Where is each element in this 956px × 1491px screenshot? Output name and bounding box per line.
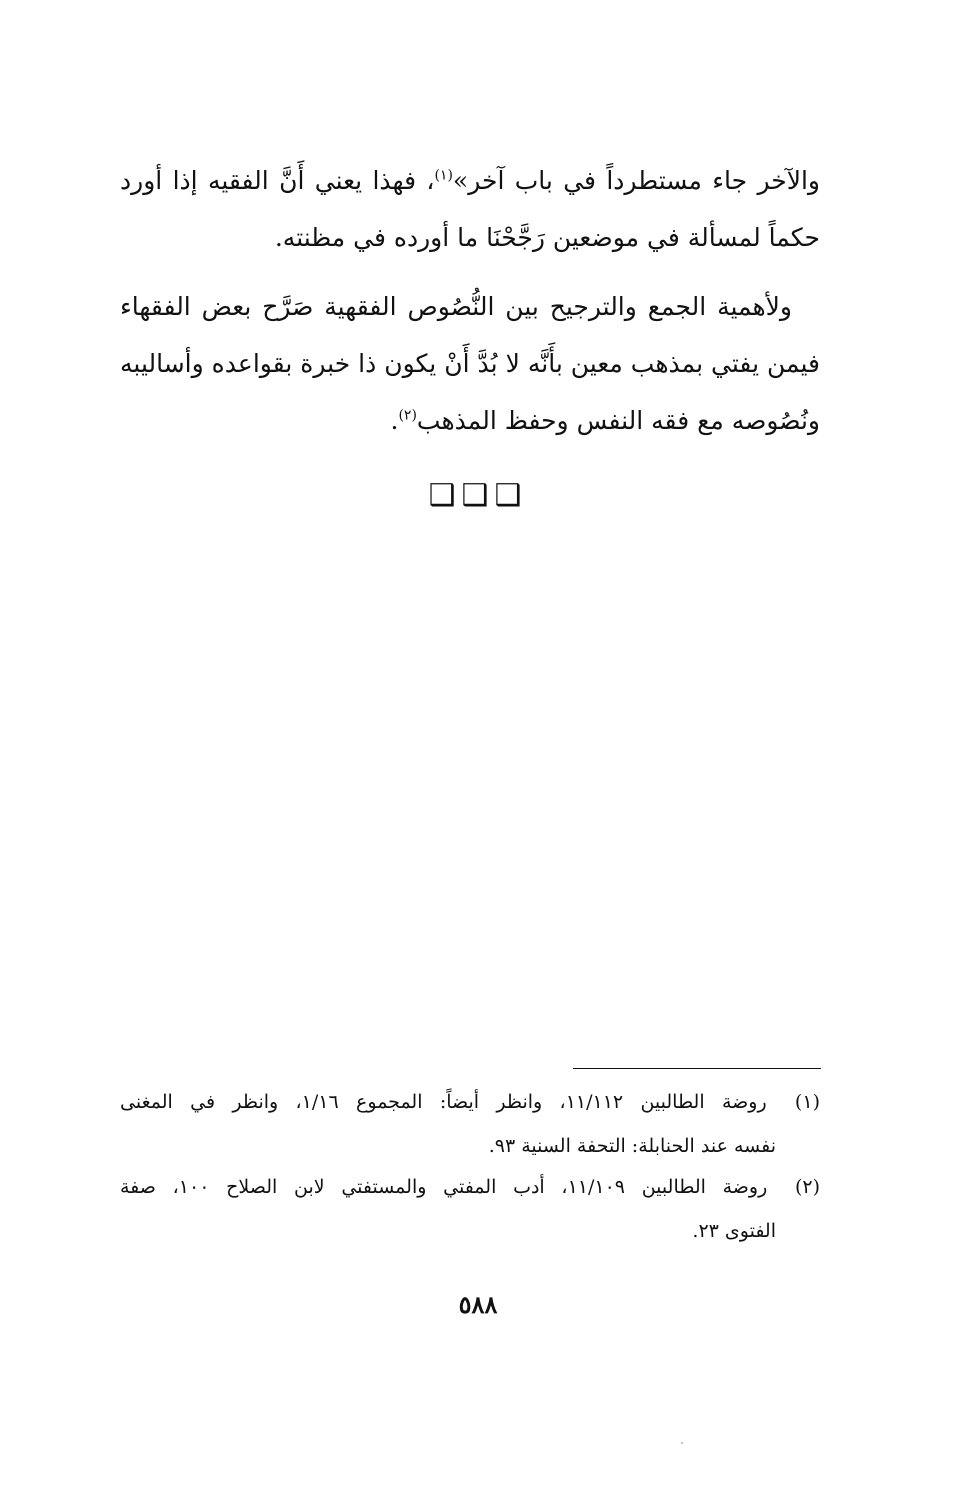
footnote-ref-2: (٢): [398, 407, 417, 424]
footnote-separator-rule: [573, 1068, 821, 1069]
paragraph-1-text-start: والآخر جاء مستطرداً في باب آخر»: [452, 166, 820, 195]
footnote-1-line-1: [120, 1080, 820, 1124]
paragraph-1-text-end: ، فهذا يعني أَنَّ الفقيه إذا أورد حكماً لمسألة في موضعين رَجَّحْنَا ما أورده في مظنته.: [120, 166, 820, 252]
page-number: ٥٨٨: [458, 1290, 498, 1319]
footnote-ref-1: (١): [434, 167, 453, 184]
scan-speck: [681, 1442, 683, 1444]
section-divider-ornament: ❑❑❑: [428, 478, 528, 513]
footnote-1-line-2: نفسه عند الحنابلة: التحفة السنية ٩٣.: [488, 1135, 776, 1157]
paragraph-2-end: .: [390, 406, 399, 435]
body-paragraph-2: [120, 278, 820, 449]
footnote-2-text-1: روضة الطالبين ١١/١٠٩، أدب المفتي والمستفتي لابن الصلاح ١٠٠، صفة: [120, 1176, 768, 1198]
footnote-2-number: (٢): [794, 1176, 821, 1198]
footnote-1: [120, 1080, 820, 1168]
paragraph-2-text: ولأهمية الجمع والترجيح بين النُّصُوص الفقهية صَرَّح بعض الفقهاء فيمن يفتي بمذهب معين بأَنَّه لا بُدَّ أَنْ يكون ذا خبرة بقواعده وأساليبه ونُصُوصه مع فقه النفس وحفظ المذهب: [120, 292, 820, 435]
footnote-2-line-1: [120, 1165, 820, 1209]
footnote-1-text-1: روضة الطالبين ١١/١١٢، وانظر أيضاً: المجموع ١/١٦، وانظر في المغنى: [120, 1091, 767, 1113]
footnote-1-number: (١): [794, 1091, 820, 1113]
footnote-2-line-2: الفتوى ٢٣.: [692, 1220, 776, 1242]
footnote-2: [120, 1165, 820, 1253]
body-paragraph-1: [120, 152, 820, 266]
